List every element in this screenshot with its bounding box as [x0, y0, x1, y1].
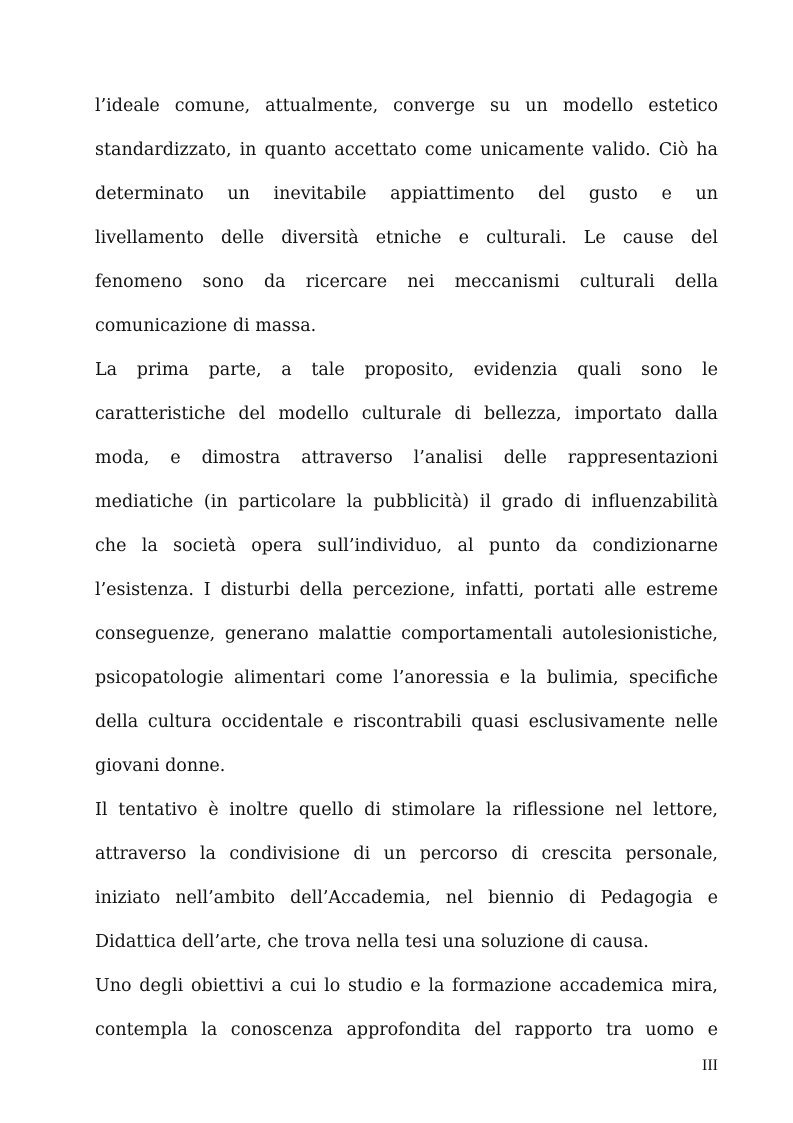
text-line: l’ideale comune, attualmente, converge su un modello estetico	[95, 96, 718, 116]
text-line: comunicazione di massa.	[95, 316, 317, 336]
text-line: conseguenze, generano malattie comportamentali autolesionistiche,	[95, 624, 718, 644]
text-line: caratteristiche del modello culturale di bellezza, importato dalla	[95, 404, 718, 424]
text-line: mediatiche (in particolare la pubblicità) il grado di influenzabilità	[95, 492, 718, 512]
text-line: della cultura occidentale e riscontrabili quasi esclusivamente nelle	[95, 712, 718, 732]
text-line: standardizzato, in quanto accettato come unicamente valido. Ciò ha	[95, 140, 718, 160]
text-line: giovani donne.	[95, 756, 226, 776]
text-line: che la società opera sull’individuo, al punto da condizionarne	[95, 536, 718, 556]
page-number: III	[702, 1057, 718, 1074]
text-line: psicopatologie alimentari come l’anoressia e la bulimia, specifiche	[95, 668, 718, 688]
text-line: Il tentativo è inoltre quello di stimolare la riflessione nel lettore,	[95, 800, 718, 820]
text-line: Uno degli obiettivi a cui lo studio e la formazione accademica mira,	[95, 976, 718, 996]
text-line: determinato un inevitabile appiattimento del gusto e un	[95, 184, 718, 204]
text-line: moda, e dimostra attraverso l’analisi delle rappresentazioni	[95, 448, 718, 468]
text-line: La prima parte, a tale proposito, evidenzia quali sono le	[95, 360, 718, 380]
text-line: attraverso la condivisione di un percorso di crescita personale,	[95, 844, 718, 864]
text-line: Didattica dell’arte, che trova nella tesi una soluzione di causa.	[95, 932, 649, 952]
text-line: l’esistenza. I disturbi della percezione, infatti, portati alle estreme	[95, 580, 718, 600]
text-line: fenomeno sono da ricercare nei meccanismi culturali della	[95, 272, 718, 292]
body-text	[95, 84, 718, 1052]
text-line: contempla la conoscenza approfondita del rapporto tra uomo e	[95, 1020, 718, 1040]
text-line: livellamento delle diversità etniche e culturali. Le cause del	[95, 228, 718, 248]
text-line: iniziato nell’ambito dell’Accademia, nel biennio di Pedagogia e	[95, 888, 718, 908]
